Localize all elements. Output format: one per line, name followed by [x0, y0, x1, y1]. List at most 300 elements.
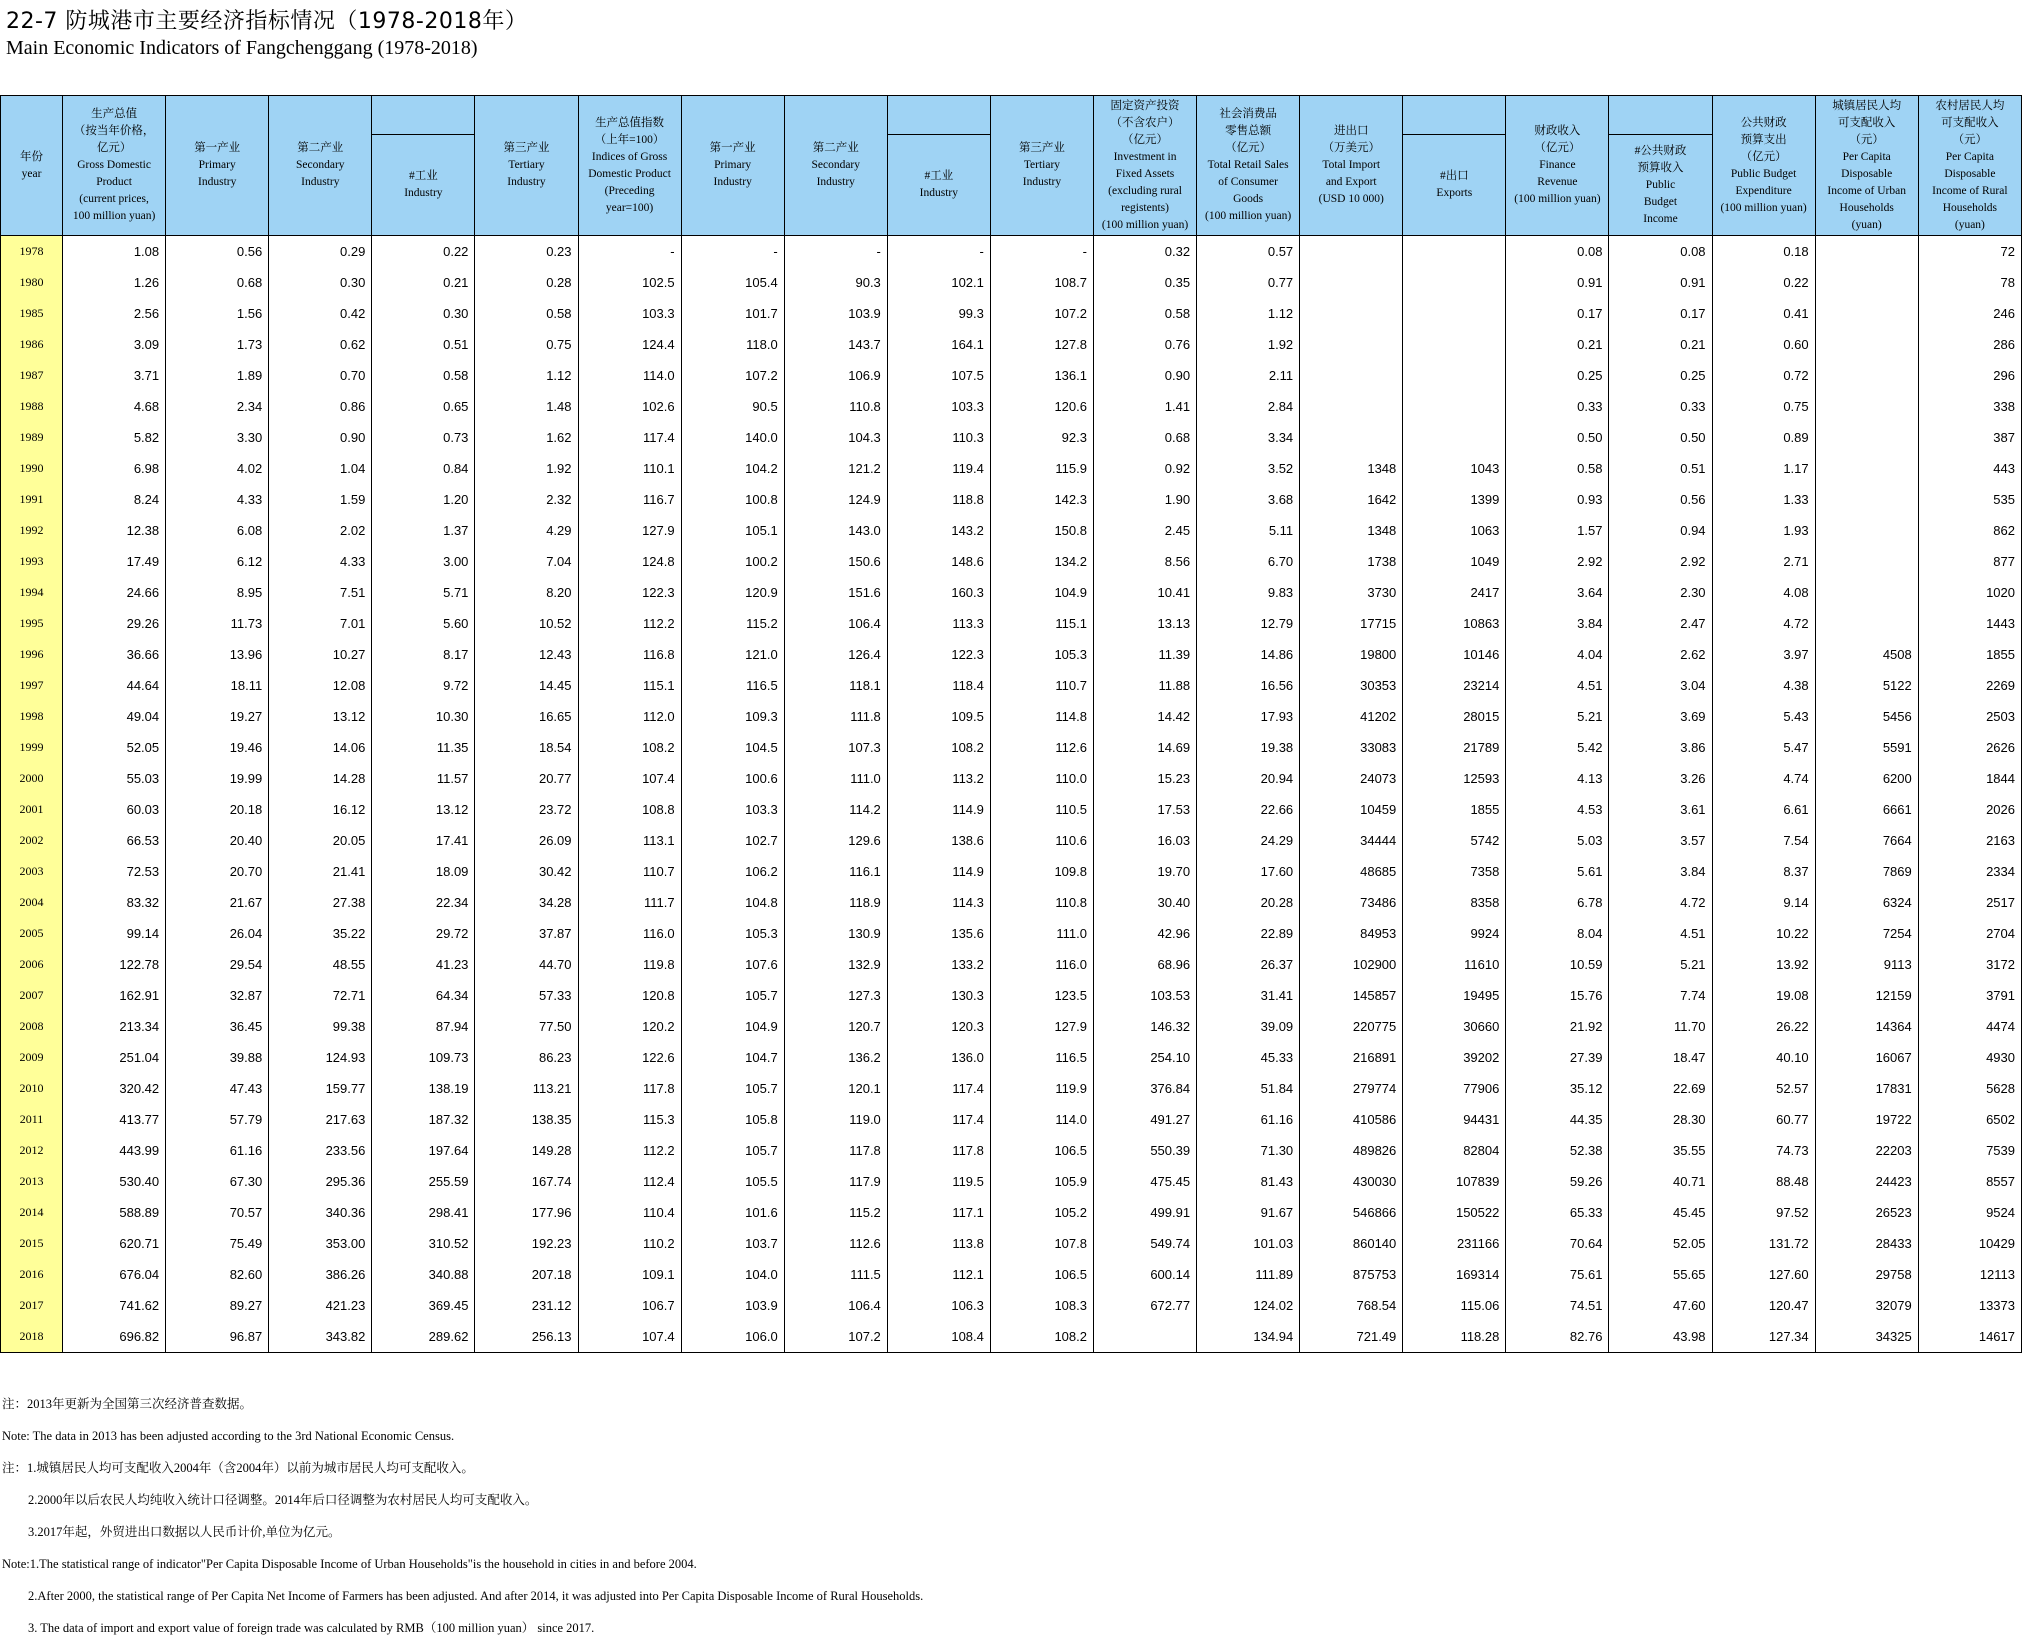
header-investment [1093, 96, 1196, 236]
value-cell: 55.65 [1609, 1259, 1712, 1290]
value-cell: 21.67 [166, 887, 269, 918]
value-cell: 0.32 [1093, 236, 1196, 268]
value-cell: 15.76 [1506, 980, 1609, 1011]
value-cell: 0.58 [1093, 298, 1196, 329]
value-cell: 121.0 [681, 639, 784, 670]
value-cell: 1.59 [269, 484, 372, 515]
note-census: 注：2013年更新为全国第三次经济普查数据。 [2, 1397, 253, 1411]
table-row [1, 577, 2022, 608]
value-cell: 105.3 [681, 918, 784, 949]
value-cell: 110.8 [784, 391, 887, 422]
table-row [1, 391, 2022, 422]
value-cell: 109.5 [887, 701, 990, 732]
value-cell: 30353 [1300, 670, 1403, 701]
value-cell: 6200 [1815, 763, 1918, 794]
value-cell: 19.99 [166, 763, 269, 794]
header-blank-4 [1609, 96, 1712, 135]
table-row [1, 1073, 2022, 1104]
value-cell: 3.04 [1609, 670, 1712, 701]
value-cell [1403, 391, 1506, 422]
header-line: Industry [404, 187, 443, 199]
value-cell: 11.35 [372, 732, 475, 763]
value-cell: 136.2 [784, 1042, 887, 1073]
value-cell: 20.70 [166, 856, 269, 887]
value-cell: 103.9 [784, 298, 887, 329]
value-cell: 18.47 [1609, 1042, 1712, 1073]
value-cell: 7.51 [269, 577, 372, 608]
value-cell [1300, 391, 1403, 422]
value-cell: 67.30 [166, 1166, 269, 1197]
value-cell: 66.53 [63, 825, 166, 856]
value-cell: 36.45 [166, 1011, 269, 1042]
value-cell: 20.28 [1197, 887, 1300, 918]
value-cell: 1.73 [166, 329, 269, 360]
value-cell: 107.2 [681, 360, 784, 391]
header-line: Tertiary [1023, 159, 1061, 171]
value-cell: 111.5 [784, 1259, 887, 1290]
value-cell: 4.72 [1712, 608, 1815, 639]
value-cell: 4.51 [1506, 670, 1609, 701]
value-cell: 0.29 [269, 236, 372, 268]
value-cell: - [681, 236, 784, 268]
header-line: Revenue [1537, 176, 1578, 188]
value-cell: 0.58 [372, 360, 475, 391]
header-index-industry [887, 135, 990, 236]
header-line: （亿元） [1225, 142, 1272, 154]
value-cell: 8.95 [166, 577, 269, 608]
value-cell: 150.8 [990, 515, 1093, 546]
value-cell: 22.89 [1197, 918, 1300, 949]
value-cell: 109.8 [990, 856, 1093, 887]
value-cell: 112.6 [990, 732, 1093, 763]
year-cell: 1996 [1, 639, 63, 670]
value-cell: 7.04 [475, 546, 578, 577]
year-cell: 2012 [1, 1135, 63, 1166]
value-cell: 1738 [1300, 546, 1403, 577]
value-cell: 124.93 [269, 1042, 372, 1073]
value-cell [1815, 515, 1918, 546]
table-row [1, 918, 2022, 949]
value-cell: 39.09 [1197, 1011, 1300, 1042]
header-line: （按当年价格， [73, 125, 155, 137]
header-line: (100 million yuan) [1720, 201, 1807, 214]
value-cell: 81.43 [1197, 1166, 1300, 1197]
value-cell: 37.87 [475, 918, 578, 949]
value-cell: 0.62 [269, 329, 372, 360]
value-cell: 4508 [1815, 639, 1918, 670]
value-cell: 107.4 [578, 1321, 681, 1353]
header-line: 年份 [20, 150, 44, 163]
table-row [1, 763, 2022, 794]
value-cell: 2.92 [1609, 546, 1712, 577]
value-cell: 6324 [1815, 887, 1918, 918]
value-cell: 107.8 [990, 1228, 1093, 1259]
header-line: Per Capita [1842, 150, 1891, 163]
table-row [1, 639, 2022, 670]
value-cell: 167.74 [475, 1166, 578, 1197]
year-cell: 2018 [1, 1321, 63, 1353]
value-cell: 108.2 [887, 732, 990, 763]
value-cell: 549.74 [1093, 1228, 1196, 1259]
header-line: Budget [1643, 195, 1678, 208]
value-cell: 106.3 [887, 1290, 990, 1321]
value-cell: 20.40 [166, 825, 269, 856]
value-cell: 289.62 [372, 1321, 475, 1353]
value-cell: 320.42 [63, 1073, 166, 1104]
value-cell: 82.76 [1506, 1321, 1609, 1353]
value-cell: 59.26 [1506, 1166, 1609, 1197]
header-trade [1300, 96, 1403, 236]
value-cell: 421.23 [269, 1290, 372, 1321]
value-cell: 430030 [1300, 1166, 1403, 1197]
value-cell: 160.3 [887, 577, 990, 608]
year-cell: 1999 [1, 732, 63, 763]
table-row [1, 1135, 2022, 1166]
value-cell: 102.1 [887, 267, 990, 298]
value-cell: 110.6 [990, 825, 1093, 856]
header-line: Goods [1233, 193, 1264, 205]
value-cell: 3.57 [1609, 825, 1712, 856]
value-cell [1403, 236, 1506, 268]
header-line: 第一产业 [194, 142, 241, 154]
value-cell [1815, 267, 1918, 298]
value-cell: 0.68 [1093, 422, 1196, 453]
note-3-en: 3. The data of import and export value of foreign trade was calculated by RMB（100 million yuan） since 2017. [28, 1621, 595, 1635]
value-cell: 369.45 [372, 1290, 475, 1321]
value-cell: 8.56 [1093, 546, 1196, 577]
value-cell: 101.6 [681, 1197, 784, 1228]
header-line: (100 million yuan) [1101, 218, 1189, 231]
value-cell: 107.4 [578, 763, 681, 794]
value-cell: 16067 [1815, 1042, 1918, 1073]
value-cell: 106.4 [784, 1290, 887, 1321]
value-cell: 111.8 [784, 701, 887, 732]
value-cell: 16.56 [1197, 670, 1300, 701]
value-cell: 120.2 [578, 1011, 681, 1042]
header-line: 第二产业 [812, 142, 859, 154]
note-1-en: Note:1.The statistical range of indicator"Per Capita Disposable Income of Urban Households"is the household in cities in and before 2004. [2, 1557, 697, 1571]
year-cell: 1980 [1, 267, 63, 298]
value-cell: 44.70 [475, 949, 578, 980]
value-cell: 177.96 [475, 1197, 578, 1228]
header-line: 社会消费品 [1219, 108, 1277, 120]
header-line: Exports [1436, 187, 1473, 199]
table-row [1, 422, 2022, 453]
value-cell: 0.25 [1506, 360, 1609, 391]
value-cell: 8.37 [1712, 856, 1815, 887]
value-cell: 187.32 [372, 1104, 475, 1135]
value-cell [1300, 298, 1403, 329]
header-line: (Preceding [604, 184, 655, 197]
value-cell: 30.40 [1093, 887, 1196, 918]
value-cell: 9524 [1918, 1197, 2021, 1228]
value-cell: 207.18 [475, 1259, 578, 1290]
value-cell: 0.73 [372, 422, 475, 453]
year-cell: 1997 [1, 670, 63, 701]
value-cell: 143.0 [784, 515, 887, 546]
value-cell: 35.22 [269, 918, 372, 949]
value-cell: 118.1 [784, 670, 887, 701]
value-cell: 2.84 [1197, 391, 1300, 422]
value-cell: 0.60 [1712, 329, 1815, 360]
year-cell: 2017 [1, 1290, 63, 1321]
header-index-primary [681, 96, 784, 236]
table-row [1, 794, 2022, 825]
value-cell: 0.33 [1506, 391, 1609, 422]
value-cell: 143.7 [784, 329, 887, 360]
value-cell: 0.51 [372, 329, 475, 360]
value-cell: 107.5 [887, 360, 990, 391]
value-cell: 255.59 [372, 1166, 475, 1197]
value-cell: 14617 [1918, 1321, 2021, 1353]
value-cell: 143.2 [887, 515, 990, 546]
value-cell: 104.5 [681, 732, 784, 763]
header-finance [1506, 96, 1609, 236]
value-cell: 0.51 [1609, 453, 1712, 484]
header-line: 进出口 [1333, 125, 1369, 137]
header-line: Finance [1539, 159, 1576, 171]
value-cell: 21.41 [269, 856, 372, 887]
value-cell: 443.99 [63, 1135, 166, 1166]
value-cell: 114.9 [887, 856, 990, 887]
note-census-en: Note: The data in 2013 has been adjusted according to the 3rd National Economic Census. [2, 1429, 455, 1443]
value-cell [1815, 453, 1918, 484]
value-cell: 77.50 [475, 1011, 578, 1042]
value-cell: 117.8 [887, 1135, 990, 1166]
value-cell: 1.48 [475, 391, 578, 422]
value-cell: 3.68 [1197, 484, 1300, 515]
year-cell: 2014 [1, 1197, 63, 1228]
value-cell: 101.7 [681, 298, 784, 329]
value-cell: 4.68 [63, 391, 166, 422]
value-cell: 233.56 [269, 1135, 372, 1166]
value-cell: 353.00 [269, 1228, 372, 1259]
value-cell: 6.78 [1506, 887, 1609, 918]
value-cell: 387 [1918, 422, 2021, 453]
value-cell: 0.94 [1609, 515, 1712, 546]
value-cell: 14.28 [269, 763, 372, 794]
header-index-secondary [784, 96, 887, 236]
header-line: （上年=100） [594, 133, 665, 146]
value-cell: 0.35 [1093, 267, 1196, 298]
header-line: 生产总值指数 [595, 116, 665, 129]
value-cell: 16.03 [1093, 825, 1196, 856]
value-cell: 127.60 [1712, 1259, 1815, 1290]
header-line: 财政收入 [1534, 125, 1581, 137]
header-line: Primary [198, 159, 236, 171]
value-cell: 131.72 [1712, 1228, 1815, 1259]
value-cell: 127.9 [990, 1011, 1093, 1042]
value-cell: 51.84 [1197, 1073, 1300, 1104]
value-cell: 13.92 [1712, 949, 1815, 980]
value-cell: 499.91 [1093, 1197, 1196, 1228]
value-cell: 6661 [1815, 794, 1918, 825]
value-cell: 106.5 [990, 1259, 1093, 1290]
value-cell: 106.4 [784, 608, 887, 639]
value-cell: 149.28 [475, 1135, 578, 1166]
value-cell: 2.11 [1197, 360, 1300, 391]
value-cell: 61.16 [1197, 1104, 1300, 1135]
year-cell: 1978 [1, 236, 63, 268]
value-cell: 151.6 [784, 577, 887, 608]
value-cell: 116.7 [578, 484, 681, 515]
value-cell: 134.94 [1197, 1321, 1300, 1353]
value-cell: 28.30 [1609, 1104, 1712, 1135]
value-cell: 4.51 [1609, 918, 1712, 949]
value-cell: 138.6 [887, 825, 990, 856]
value-cell: 491.27 [1093, 1104, 1196, 1135]
value-cell [1815, 422, 1918, 453]
value-cell: 113.2 [887, 763, 990, 794]
year-cell: 2003 [1, 856, 63, 887]
value-cell: 5122 [1815, 670, 1918, 701]
value-cell: 3.09 [63, 329, 166, 360]
header-line: （元） [1849, 133, 1884, 146]
value-cell: 75.61 [1506, 1259, 1609, 1290]
value-cell: 150.6 [784, 546, 887, 577]
value-cell: 14.69 [1093, 732, 1196, 763]
value-cell: 47.43 [166, 1073, 269, 1104]
header-line: 第一产业 [709, 142, 756, 154]
value-cell: 36.66 [63, 639, 166, 670]
value-cell: 55.03 [63, 763, 166, 794]
value-cell: 2269 [1918, 670, 2021, 701]
value-cell: 0.75 [1712, 391, 1815, 422]
value-cell: 105.4 [681, 267, 784, 298]
value-cell: 17715 [1300, 608, 1403, 639]
header-line: #工业 [409, 170, 438, 182]
value-cell: 134.2 [990, 546, 1093, 577]
value-cell: 0.92 [1093, 453, 1196, 484]
value-cell: 108.2 [578, 732, 681, 763]
value-cell: 0.70 [269, 360, 372, 391]
value-cell: 12593 [1403, 763, 1506, 794]
value-cell: 5.43 [1712, 701, 1815, 732]
value-cell: 0.22 [1712, 267, 1815, 298]
header-line: year [21, 167, 42, 180]
value-cell: 116.1 [784, 856, 887, 887]
header-line: Disposable [1841, 167, 1893, 180]
year-cell: 1987 [1, 360, 63, 391]
value-cell: 27.39 [1506, 1042, 1609, 1073]
value-cell: 121.2 [784, 453, 887, 484]
header-line: Per Capita [1945, 150, 1994, 163]
value-cell: 9.14 [1712, 887, 1815, 918]
value-cell: 1399 [1403, 484, 1506, 515]
value-cell: 2.71 [1712, 546, 1815, 577]
header-line: Secondary [296, 159, 345, 171]
value-cell: 90.3 [784, 267, 887, 298]
value-cell: 231166 [1403, 1228, 1506, 1259]
value-cell: 148.6 [887, 546, 990, 577]
value-cell: 106.2 [681, 856, 784, 887]
value-cell: 113.8 [887, 1228, 990, 1259]
value-cell [1300, 360, 1403, 391]
value-cell: 17.93 [1197, 701, 1300, 732]
header-line: year=100) [605, 201, 654, 214]
value-cell: 10.27 [269, 639, 372, 670]
value-cell: 68.96 [1093, 949, 1196, 980]
value-cell: 110.7 [990, 670, 1093, 701]
value-cell: 2704 [1918, 918, 2021, 949]
value-cell: 0.23 [475, 236, 578, 268]
value-cell: 256.13 [475, 1321, 578, 1353]
value-cell: 588.89 [63, 1197, 166, 1228]
value-cell: 877 [1918, 546, 2021, 577]
value-cell: 696.82 [63, 1321, 166, 1353]
value-cell: 57.79 [166, 1104, 269, 1135]
value-cell: 1855 [1918, 639, 2021, 670]
value-cell: 114.0 [578, 360, 681, 391]
value-cell: 0.75 [475, 329, 578, 360]
value-cell: 164.1 [887, 329, 990, 360]
value-cell [1815, 360, 1918, 391]
value-cell: 0.91 [1506, 267, 1609, 298]
value-cell: 104.7 [681, 1042, 784, 1073]
value-cell: 1844 [1918, 763, 2021, 794]
table-row [1, 980, 2022, 1011]
note-2-en: 2.After 2000, the statistical range of Per Capita Net Income of Farmers has been adjusted. And after 2014, it was adjusted into Per Capita Disposable Income of Rural Households. [28, 1589, 924, 1603]
value-cell: 0.17 [1609, 298, 1712, 329]
value-cell: 52.57 [1712, 1073, 1815, 1104]
value-cell: 0.65 [372, 391, 475, 422]
value-cell: 94431 [1403, 1104, 1506, 1135]
value-cell: 11.39 [1093, 639, 1196, 670]
value-cell: 113.1 [578, 825, 681, 856]
value-cell: 29.72 [372, 918, 475, 949]
value-cell: 61.16 [166, 1135, 269, 1166]
value-cell: 7.74 [1609, 980, 1712, 1011]
value-cell: 118.0 [681, 329, 784, 360]
table-row [1, 887, 2022, 918]
value-cell: 8.04 [1506, 918, 1609, 949]
value-cell: 103.3 [887, 391, 990, 422]
value-cell: 103.3 [578, 298, 681, 329]
value-cell: 24073 [1300, 763, 1403, 794]
value-cell [1403, 298, 1506, 329]
header-line: (100 million yuan) [1514, 193, 1601, 205]
value-cell: 118.4 [887, 670, 990, 701]
value-cell: 27.38 [269, 887, 372, 918]
value-cell: 28433 [1815, 1228, 1918, 1259]
value-cell: 130.3 [887, 980, 990, 1011]
header-line: Fixed Assets [1115, 167, 1175, 180]
value-cell: 26523 [1815, 1197, 1918, 1228]
value-cell: 20.05 [269, 825, 372, 856]
value-cell: 142.3 [990, 484, 1093, 515]
value-cell: 72.53 [63, 856, 166, 887]
table-row [1, 825, 2022, 856]
year-cell: 1998 [1, 701, 63, 732]
value-cell: 0.08 [1609, 236, 1712, 268]
value-cell: 1.08 [63, 236, 166, 268]
value-cell: 3.30 [166, 422, 269, 453]
year-cell: 2006 [1, 949, 63, 980]
value-cell: 60.77 [1712, 1104, 1815, 1135]
value-cell: 310.52 [372, 1228, 475, 1259]
value-cell: 113.21 [475, 1073, 578, 1104]
value-cell: 13.96 [166, 639, 269, 670]
value-cell: 2.30 [1609, 577, 1712, 608]
header-line: Income of Urban [1827, 184, 1906, 197]
value-cell: 135.6 [887, 918, 990, 949]
value-cell: 112.2 [578, 1135, 681, 1166]
value-cell: 19495 [1403, 980, 1506, 1011]
value-cell: 20.18 [166, 794, 269, 825]
header-line: Expenditure [1735, 184, 1792, 197]
value-cell [1300, 422, 1403, 453]
header-gdp-primary [166, 96, 269, 236]
